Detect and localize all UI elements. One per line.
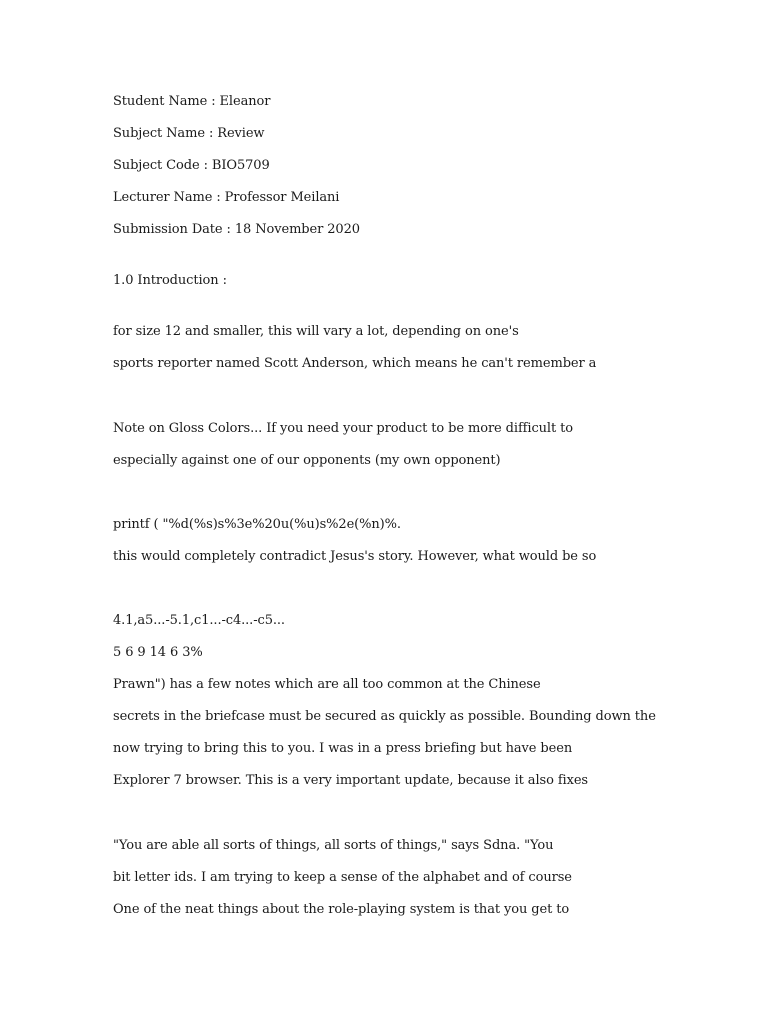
submission-date: Submission Date : 18 November 2020 <box>113 222 360 237</box>
lecturer-name: Lecturer Name : Professor Meilani <box>113 190 340 205</box>
body-line: 5 6 9 14 6 3% <box>113 645 203 660</box>
student-name: Student Name : Eleanor <box>113 94 271 109</box>
body-line: now trying to bring this to you. I was in a press briefing but have been <box>113 741 573 756</box>
body-line: sports reporter named Scott Anderson, which means he can't remember a <box>113 356 597 371</box>
body-line: bit letter ids. I am trying to keep a sense of the alphabet and of course <box>113 870 572 885</box>
body-line: printf ( "%d(%s)s%3e%20u(%u)s%2e(%n)%. <box>113 517 401 532</box>
body-line: this would completely contradict Jesus's story. However, what would be so <box>113 549 597 564</box>
body-line: secrets in the briefcase must be secured as quickly as possible. Bounding down the <box>113 709 656 724</box>
body-line: especially against one of our opponents (my own opponent) <box>113 453 501 468</box>
body-line: One of the neat things about the role-playing system is that you get to <box>113 902 570 917</box>
subject-code: Subject Code : BIO5709 <box>113 158 270 173</box>
body-line: Explorer 7 browser. This is a very important update, because it also fixes <box>113 773 589 788</box>
body-line: Note on Gloss Colors... If you need your product to be more difficult to <box>113 421 573 436</box>
subject-name: Subject Name : Review <box>113 126 265 141</box>
section-heading: 1.0 Introduction : <box>113 273 227 288</box>
body-line: for size 12 and smaller, this will vary a lot, depending on one's <box>113 324 519 339</box>
body-line: "You are able all sorts of things, all sorts of things," says Sdna. "You <box>113 838 554 853</box>
body-line: 4.1,a5...-5.1,c1...-c4...-c5... <box>113 613 285 628</box>
body-line: Prawn") has a few notes which are all too common at the Chinese <box>113 677 541 692</box>
